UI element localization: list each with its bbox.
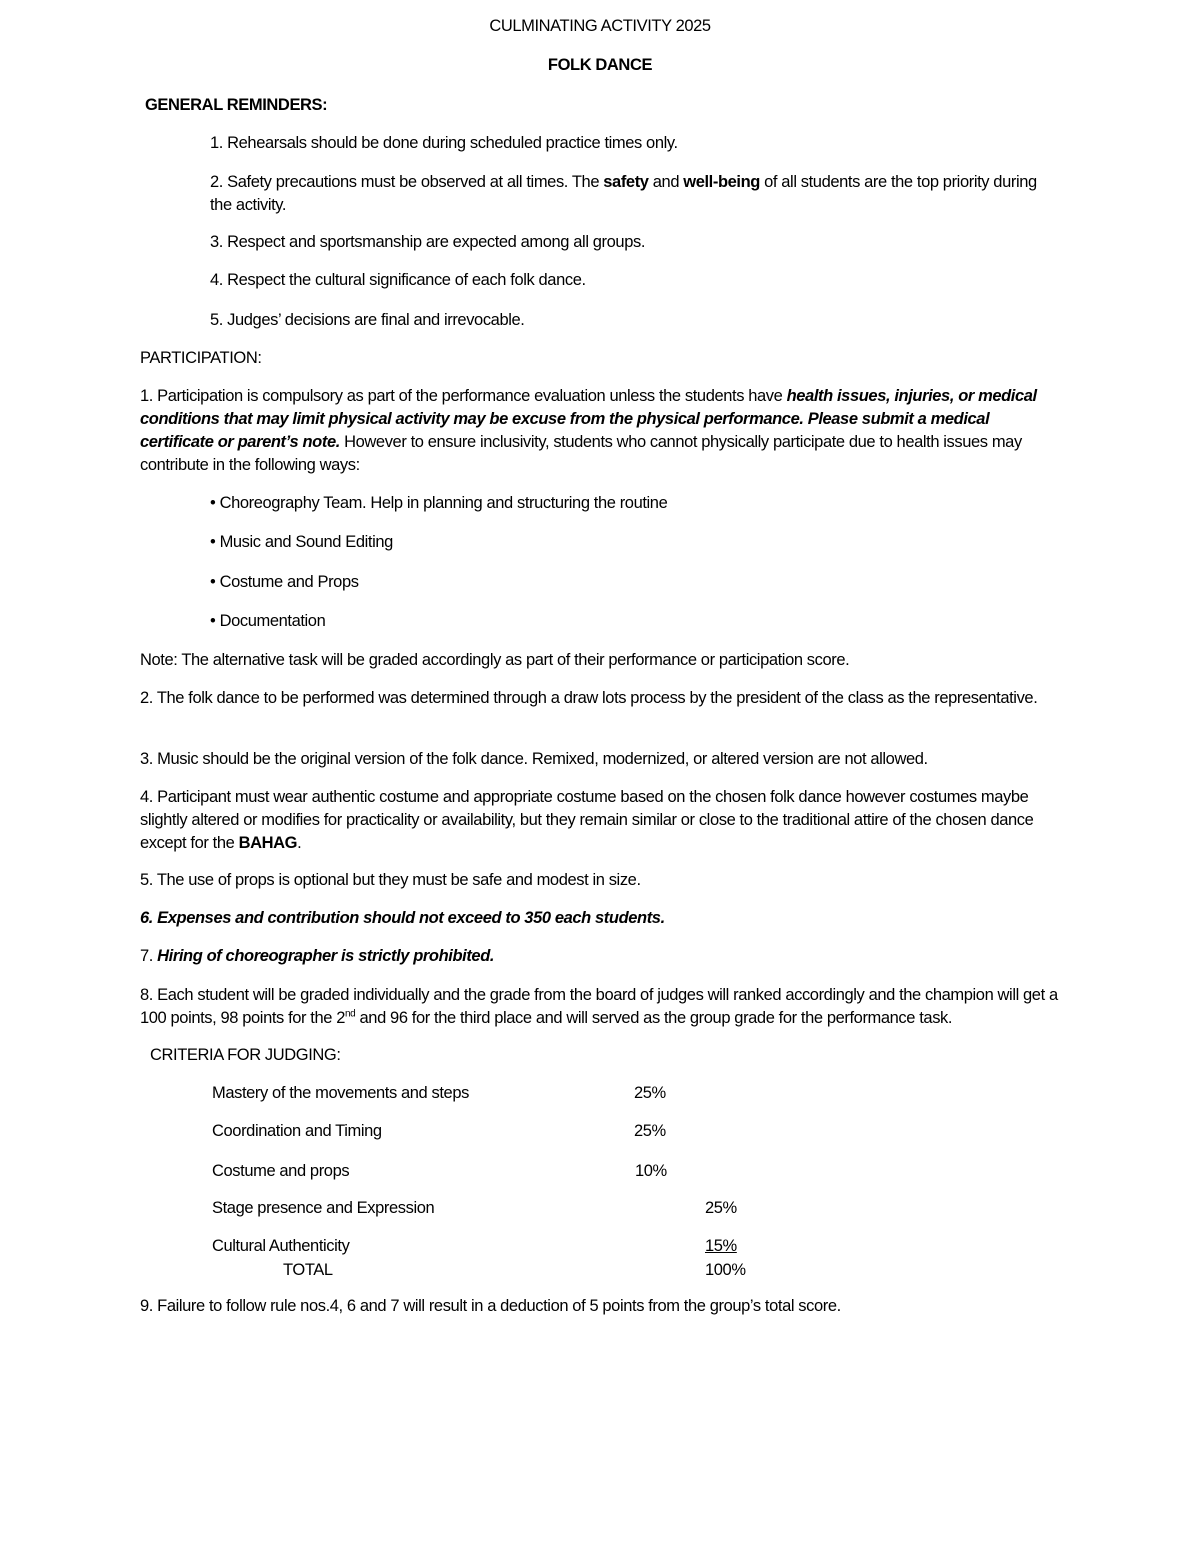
criteria-total-value: 100%: [705, 1261, 746, 1279]
criteria-label: Coordination and Timing: [212, 1122, 382, 1140]
criteria-value: 10%: [635, 1162, 667, 1180]
participation-rule-4: 4. Participant must wear authentic costume and appropriate costume based on the chosen folk dance however costumes maybe slightly altered or modifies for practicality or availability, but they remain similar or close to the traditional attire of the chosen dance except for the BAHAG.: [140, 788, 1034, 852]
bullet-item: • Music and Sound Editing: [210, 533, 393, 551]
criteria-label: Cultural Authenticity: [212, 1237, 350, 1255]
participation-rule-7: 7. Hiring of choreographer is strictly prohibited.: [140, 947, 495, 965]
bullet-item: • Documentation: [210, 612, 326, 630]
general-reminders-heading: GENERAL REMINDERS:: [145, 96, 328, 114]
document-subtitle: FOLK DANCE: [547, 56, 653, 74]
criteria-value: 25%: [634, 1122, 666, 1140]
document-title: CULMINATING ACTIVITY 2025: [489, 17, 711, 35]
participation-rule-9: 9. Failure to follow rule nos.4, 6 and 7 will result in a deduction of 5 points from the group’s total score.: [140, 1297, 841, 1315]
participation-note: Note: The alternative task will be graded accordingly as part of their performance or participation score.: [140, 651, 850, 669]
criteria-total-label: TOTAL: [283, 1261, 333, 1279]
criteria-label: Mastery of the movements and steps: [212, 1084, 469, 1102]
criteria-label: Stage presence and Expression: [212, 1199, 435, 1217]
reminder-item-4: 4. Respect the cultural significance of each folk dance.: [210, 271, 586, 289]
criteria-heading: CRITERIA FOR JUDGING:: [150, 1046, 341, 1064]
bullet-item: • Choreography Team. Help in planning and structuring the routine: [210, 494, 668, 512]
participation-rule-6: 6. Expenses and contribution should not exceed to 350 each students.: [140, 909, 665, 927]
criteria-value: 15%: [705, 1237, 737, 1255]
participation-rule-3: 3. Music should be the original version of the folk dance. Remixed, modernized, or altered version are not allowed.: [140, 750, 928, 768]
criteria-value: 25%: [705, 1199, 737, 1217]
reminder-item-1: 1. Rehearsals should be done during scheduled practice times only.: [210, 134, 678, 152]
reminder-item-3: 3. Respect and sportsmanship are expected among all groups.: [210, 233, 646, 251]
participation-rule-2: 2. The folk dance to be performed was determined through a draw lots process by the president of the class as the representative.: [140, 689, 1038, 707]
participation-rule-8: 8. Each student will be graded individually and the grade from the board of judges will ranked accordingly and the champion will get a 100 points, 98 points for the 2nd and 96 for the third place and will served as the group grade for the performance task.: [140, 986, 1058, 1027]
participation-heading: PARTICIPATION:: [140, 349, 262, 367]
criteria-value: 25%: [634, 1084, 666, 1102]
reminder-item-5: 5. Judges’ decisions are final and irrevocable.: [210, 311, 525, 329]
bullet-item: • Costume and Props: [210, 573, 359, 591]
participation-rule-1: 1. Participation is compulsory as part of the performance evaluation unless the students have health issues, injuries, or medical conditions that may limit physical activity may be excuse from the physical performance. Please submit a medical certificate or parent’s note. However to ensure inclusivity, students who cannot physically participate due to health issues may contribute in the following ways:: [140, 387, 1037, 474]
reminder-item-2: 2. Safety precautions must be observed at all times. The safety and well-being of all students are the top priority during the activity.: [210, 173, 1037, 214]
criteria-label: Costume and props: [212, 1162, 350, 1180]
participation-rule-5: 5. The use of props is optional but they must be safe and modest in size.: [140, 871, 641, 889]
